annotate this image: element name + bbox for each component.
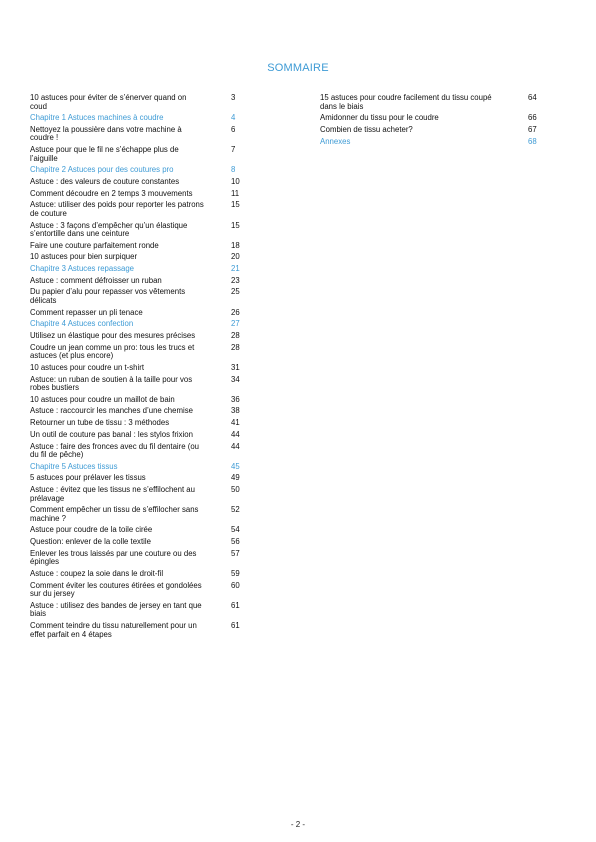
- toc-entry-title: Un outil de couture pas banal : les stylos frixion: [30, 429, 193, 439]
- toc-entry-page: 50: [231, 485, 240, 495]
- toc-entry-title: Coudre un jean comme un pro: tous les trucs et astuces (et plus encore): [30, 342, 195, 361]
- toc-entry-page: 61: [231, 600, 240, 610]
- toc-chapter-entry[interactable]: [30, 114, 245, 123]
- toc-entry-page: 38: [231, 406, 240, 416]
- toc-entry-title: Du papier d’alu pour repasser vos vêtements délicats: [30, 287, 186, 305]
- toc-entry-title: 10 astuces pour bien surpiquer: [30, 252, 138, 262]
- toc-chapter-entry[interactable]: [30, 166, 245, 175]
- toc-entry[interactable]: [30, 332, 245, 341]
- toc-entry-page: 59: [231, 569, 240, 578]
- toc-entry-page: 61: [231, 621, 240, 631]
- toc-entry-title: Retourner un tube de tissu : 3 méthodes: [30, 418, 170, 428]
- toc-entry-page: 25: [231, 287, 240, 297]
- toc-entry-title: Combien de tissu acheter?: [320, 124, 413, 134]
- toc-entry-title: 10 astuces pour éviter de s’énerver quand on coud: [30, 93, 187, 111]
- toc-entry-title: Chapitre 5 Astuces tissus: [30, 461, 118, 471]
- toc-chapter-entry[interactable]: [30, 265, 245, 274]
- toc-entry[interactable]: [30, 376, 245, 393]
- toc-entry-page: 52: [231, 505, 240, 515]
- toc-entry[interactable]: [30, 146, 245, 163]
- toc-entry-page: 6: [231, 124, 236, 134]
- toc-entry[interactable]: [320, 94, 540, 111]
- toc-entry-title: Astuce : utilisez des bandes de jersey en tant que biais: [30, 600, 202, 619]
- toc-entry[interactable]: [30, 201, 245, 218]
- toc-entry-page: 15: [231, 200, 240, 210]
- toc-entry[interactable]: [30, 344, 245, 361]
- toc-entry-title: Astuce : des valeurs de couture constantes: [30, 176, 180, 186]
- toc-entry-title: Astuce : 3 façons d’empêcher qu’un élastique s’entortille dans une ceinture: [30, 220, 188, 238]
- toc-entry-title: 10 astuces pour coudre un t-shirt: [30, 362, 144, 372]
- toc-entry[interactable]: [30, 190, 245, 199]
- toc-entry-title: Amidonner du tissu pour le coudre: [320, 113, 439, 123]
- toc-entry[interactable]: [30, 622, 245, 639]
- toc-entry-title: Faire une couture parfaitement ronde: [30, 240, 159, 250]
- toc-entry[interactable]: [30, 486, 245, 503]
- toc-entry-page: 41: [231, 418, 240, 428]
- toc-entry-title: Astuce : coupez la soie dans le droit-fil: [30, 569, 164, 578]
- toc-entry[interactable]: [30, 419, 245, 428]
- toc-entry-title: Astuce: un ruban de soutien à la taille pour vos robes bustiers: [30, 374, 193, 393]
- toc-entry-title: Chapitre 2 Astuces pour des coutures pro: [30, 165, 174, 175]
- page-title: SOMMAIRE: [267, 62, 329, 74]
- toc-entry-page: 18: [231, 240, 240, 250]
- toc-entry[interactable]: [30, 242, 245, 251]
- toc-entry-page: 34: [231, 374, 240, 384]
- toc-entry-title: Astuce : faire des fronces avec du fil dentaire (ou du fil de pêche): [30, 441, 200, 459]
- toc-entry[interactable]: [30, 277, 245, 286]
- toc-entry-page: 67: [528, 124, 537, 134]
- toc-entry[interactable]: [30, 506, 245, 523]
- toc-entry-page: 66: [528, 113, 537, 123]
- toc-entry-page: 64: [528, 93, 537, 102]
- toc-entry-title: Astuce : évitez que les tissus ne s’effilochent au prélavage: [30, 485, 195, 503]
- toc-entry-page: 57: [231, 548, 240, 558]
- toc-entry[interactable]: [30, 396, 245, 405]
- toc-entry-title: Comment empêcher un tissu de s’effilocher sans machine ?: [30, 505, 199, 523]
- toc-entry-page: 4: [231, 113, 236, 123]
- toc-entry-page: 15: [231, 220, 240, 230]
- toc-entry[interactable]: [30, 309, 245, 318]
- toc-entry[interactable]: [30, 538, 245, 547]
- toc-entry[interactable]: [320, 114, 540, 123]
- toc-entry-title: 10 astuces pour coudre un maillot de bain: [30, 394, 175, 404]
- toc-right-column: [320, 94, 540, 149]
- toc-entry-page: 7: [231, 145, 236, 155]
- toc-entry-page: 11: [231, 188, 240, 198]
- toc-entry-title: Astuce: utiliser des poids pour reporter les patrons de couture: [30, 200, 204, 218]
- toc-entry-title: Chapitre 1 Astuces machines à coudre: [30, 113, 164, 123]
- toc-entry-page: 27: [231, 319, 240, 329]
- toc-entry[interactable]: [30, 178, 245, 187]
- toc-entry-page: 23: [231, 275, 240, 285]
- toc-entry-title: Utilisez un élastique pour des mesures précises: [30, 331, 196, 340]
- toc-entry-page: 8: [231, 165, 236, 175]
- toc-entry-page: 44: [231, 441, 240, 451]
- toc-entry[interactable]: [30, 94, 245, 111]
- toc-entry-title: Chapitre 4 Astuces confection: [30, 319, 134, 329]
- toc-entry-title: 15 astuces pour coudre facilement du tissu coupé dans le biais: [320, 93, 492, 111]
- toc-entry-title: Astuce : comment défroisser un ruban: [30, 275, 162, 285]
- toc-entry[interactable]: [30, 526, 245, 535]
- toc-entry-title: Astuce pour coudre de la toile cirée: [30, 525, 153, 535]
- toc-entry-page: 28: [231, 342, 240, 352]
- toc-entry-title: 5 astuces pour prélaver les tissus: [30, 473, 146, 483]
- toc-entry-title: Astuce pour que le fil ne s’échappe plus de l’aiguille: [30, 145, 179, 163]
- toc-entry-page: 60: [231, 580, 240, 590]
- toc-entry-title: Comment éviter les coutures étirées et gondolées sur du jersey: [30, 580, 202, 599]
- toc-entry-page: 10: [231, 176, 240, 186]
- toc-entry[interactable]: [30, 431, 245, 440]
- toc-entry-page: 26: [231, 307, 240, 317]
- toc-entry-page: 31: [231, 362, 240, 372]
- toc-entry-page: 68: [528, 136, 537, 146]
- toc-entry[interactable]: [30, 407, 245, 416]
- toc-entry-title: Question: enlever de la colle textile: [30, 537, 151, 547]
- toc-entry[interactable]: [30, 253, 245, 262]
- toc-entry[interactable]: [30, 364, 245, 373]
- toc-entry-title: Astuce : raccourcir les manches d’une chemise: [30, 406, 193, 416]
- toc-entry-title: Chapitre 3 Astuces repassage: [30, 264, 135, 274]
- toc-entry-title: Comment découdre en 2 temps 3 mouvements: [30, 188, 193, 198]
- toc-entry-page: 3: [231, 93, 236, 102]
- toc-entry-page: 49: [231, 473, 240, 483]
- toc-entry-page: 44: [231, 429, 240, 439]
- toc-entry[interactable]: [320, 126, 540, 135]
- toc-entry-title: Annexes: [320, 136, 351, 146]
- toc-entry[interactable]: [30, 222, 245, 239]
- toc-left-column: [30, 94, 245, 642]
- toc-entry-page: 21: [231, 264, 240, 274]
- toc-entry-page: 36: [231, 394, 240, 404]
- toc-entry[interactable]: [30, 570, 245, 579]
- toc-entry[interactable]: [30, 602, 245, 619]
- toc-chapter-entry[interactable]: [30, 320, 245, 329]
- toc-entry-page: 45: [231, 461, 240, 471]
- toc-entry[interactable]: [30, 474, 245, 483]
- toc-entry[interactable]: [30, 582, 245, 599]
- toc-entry[interactable]: [30, 126, 245, 143]
- toc-entry-title: Nettoyez la poussière dans votre machine à coudre !: [30, 124, 182, 143]
- toc-chapter-entry[interactable]: [30, 463, 245, 472]
- toc-entry-page: 28: [231, 331, 240, 340]
- toc-entry-page: 54: [231, 525, 240, 535]
- toc-entry-page: 56: [231, 537, 240, 547]
- toc-entry[interactable]: [30, 288, 245, 305]
- toc-entry[interactable]: [30, 550, 245, 567]
- toc-entry-title: Enlever les trous laissés par une couture ou des épingles: [30, 548, 197, 567]
- toc-entry-title: Comment teindre du tissu naturellement pour un effet parfait en 4 étapes: [30, 621, 197, 639]
- toc-chapter-entry[interactable]: [320, 138, 540, 147]
- page-number: - 2 -: [290, 820, 306, 829]
- toc-entry-title: Comment repasser un pli tenace: [30, 307, 143, 317]
- toc-entry-page: 20: [231, 252, 240, 262]
- toc-entry[interactable]: [30, 443, 245, 460]
